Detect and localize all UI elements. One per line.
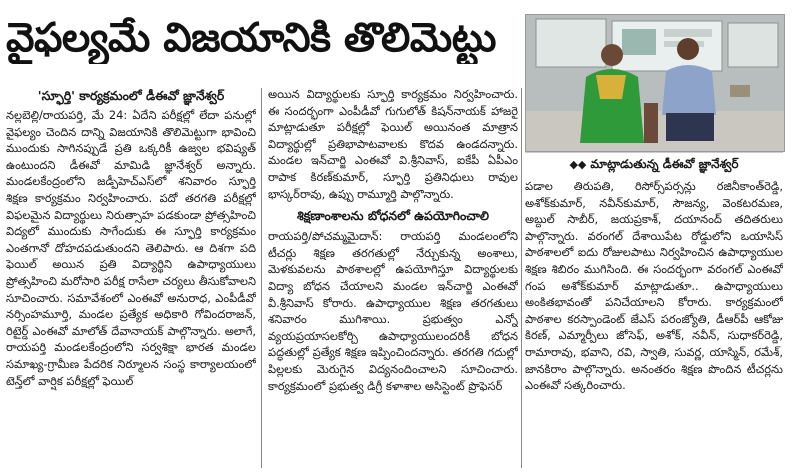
photo-illustration — [526, 15, 784, 151]
column-divider — [261, 88, 262, 468]
photo-caption — [525, 152, 783, 175]
diamond-bullet-icon: ◆◆ — [569, 158, 587, 171]
article-column-1 — [6, 86, 256, 470]
article-column-3 — [525, 178, 783, 470]
column-divider — [521, 88, 522, 468]
column-2-text-a: అయిన విద్యార్థులకు స్ఫూర్తి కార్యక్రమం నిర్వహించారు. ఈ సందర్భంగా ఎంపీడీవో గుగులోత్ కిషన్‌నాయక్ హాజరై మాట్లాడుతూ పరీక్షల్లో ఫెయిల్ అయినంత మాత్రాన విద్యార్థుల్లో ప్రతిభాపాటవాలకు కొదవ ఉండదన్నారు. మండల ఇన్‌చార్జి ఎంఈవో వి.శ్రీనివాస్, ఐకేపీ ఏపీఎం రాపాక కిరణ్‌కుమార్, స్ఫూర్తి ప్రతినిధులు రావుల భాస్కర్‌రావు, ఉప్పు రామ్మూర్తి పాల్గొన్నారు. — [268, 87, 518, 201]
column-1-text: నల్లబెల్లి/రాయపర్తి, మే 24: ఏదేని పరీక్షల్లో లేదా పనుల్లో వైఫల్యం చెందిన దాన్ని విజయానికి తొలిమెట్టుగా భావించి ముందుకు సాగినప్పుడే ప్రతి ఒక్కరికీ ఉజ్వల భవిష్యత్ ఉంటుందని డీఈవో మామిడి జ్ఞానేశ్వర్ అన్నారు. మండలకేంద్రంలోని జడ్పీహెచ్ఎస్‌లో శనివారం స్ఫూర్తి శిక్షణ కార్యక్రమం నిర్వహించారు. పదో తరగతి పరీక్షల్లో విఫలమైన విద్యార్థులు నిరుత్సాహ పడకుండా ప్రోత్సహించి విద్యలో ముందుకు సాగేందుకు ఈ స్ఫూర్తి కార్యక్రమం ఎంతగానో దోహదపడుతుందని తెలిపారు. ఆ దిశగా పది ఫెయిల్ అయిన ప్రతి విద్యార్థిని ఉపాధ్యాయులు ప్రోత్సహించి మరోసారి పరీక్ష రాసేలా చర్యలు తీసుకోవాలని సూచించారు. సమావేశంలో ఎంఈవో అనురాధ, ఎంపీడీవో నర్సింహమూర్తి, మండల ప్రత్యేక అధికారి గోవిందరాజన్, రిటైర్డ్ ఎంఈవో మాలోత్ దేవానాయక్ పాల్గొన్నారు. అలాగే, రాయపర్తి మండలకేంద్రంలోని సర్వశిక్షా భారత మండల సమాఖ్య-గ్రామీణ పేదరిక నిర్మూలన సంస్థ కార్యాలయంలో టెన్త్‌లో వార్షిక పరీక్షల్లో ఫెయిల్ — [6, 108, 256, 388]
subheadline: 'స్ఫూర్తి' కార్యక్రమంలో డీఈవో జ్ఞానేశ్వర్ — [37, 88, 225, 103]
headline: వైఫల్యమే విజయానికి తొలిమెట్టు — [6, 15, 496, 61]
caption-text: మాట్లాడుతున్న డీఈవో జ్ఞానేశ్వర్ — [590, 157, 739, 171]
article-column-2 — [268, 86, 518, 470]
column-2-text-b: రాయపర్తి/పోచమ్మమైదాన్: రాయపర్తి మండలంలోని టీచర్లు శిక్షణ తరగతుల్లో నేర్చుకున్న అంశాలు, మెళకువలను పాఠశాలల్లో ఉపయోగిస్తూ విద్యార్థులకు విద్యా బోధన చేయాలని మండల ఇన్‌చార్జి ఎంఈవో వీ.శ్రీనివాస్ కోరారు. ఉపాధ్యాయుల శిక్షణ తరగతులు శనివారం ముగిశాయి. ప్రభుత్వం ఎన్నో వ్యయప్రయాసలకోర్చి ఉపాధ్యాయులందరికీ బోధన పద్ధతుల్లో ప్రత్యేక శిక్షణ ఇప్పించిందన్నారు. తరగతి గదుల్లో పిల్లలకు మెరుగైన విద్యనందించాలని సూచించారు. కార్యక్రమంలో ప్రభుత్వ డిగ్రీ కళాశాల అసిస్టెంట్ ప్రొఫెసర్ — [268, 229, 518, 393]
section-heading: శిక్షణాంశాలను బోధనలో ఉపయోగించాలి — [296, 208, 490, 224]
news-photo — [525, 14, 785, 152]
column-3-text: పడాల తిరుపతి, రిసోర్స్‌పర్సన్లు రజినీకాంత్‌రెడ్డి, అశోక్‌కుమార్, నవీన్‌కుమార్, సౌజన్య, వెంకటరమణ, అబ్దుల్ సాబీర్, జయప్రకాశ్, దయానంద్ తదితరులు పాల్గొన్నారు. వరంగల్ దేశాయిపేట రోడ్డులోని ఒయాసిస్ పాఠశాలలో ఐదు రోజులపాటు నిర్వహించిన ఉపాధ్యాయుల శిక్షణ శిబిరం ముగిసింది. ఈ సందర్భంగా వరంగల్ ఎంఈవో గంప అశోక్‌కుమార్ మాట్లాడుతూ.. ఉపాధ్యాయులు అంకితభావంతో పనిచేయాలని కోరారు. కార్యక్రమంలో పాఠశాల కరస్పాండెంట్ జేఎస్ పరంజ్యోతి, డీఆర్‌పీ ఆకోజు కిరణ్, ఎమ్మార్పీలు జోసెఫ్, అశోక్, నవీన్, సుధాకర్‌రెడ్డి, రామారావు, భవాని, రవి, స్వాతి, సువర్ణ, యాస్మిన్, రమేశ్, జానకిరాం పాల్గొన్నారు. అనంతరం శిక్షణ పొందిన టీచర్లను ఎంఈవో సత్కరించారు. — [525, 179, 783, 393]
